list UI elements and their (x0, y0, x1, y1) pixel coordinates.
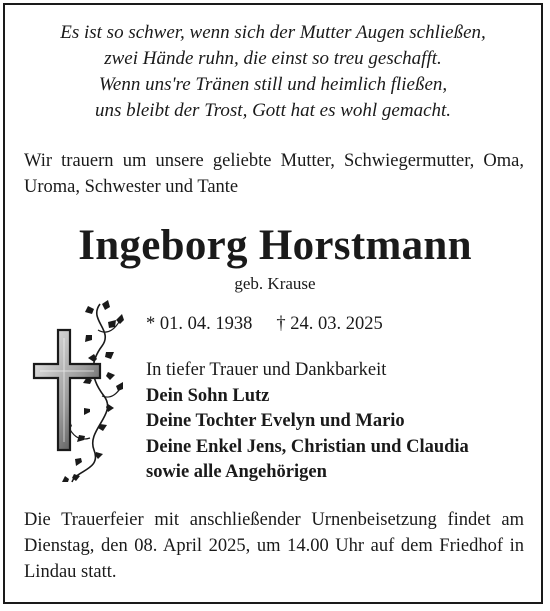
mourners-list (146, 358, 469, 486)
death-date: † 24. 03. 2025 (276, 314, 383, 334)
mourner-entry: Deine Enkel Jens, Christian und Claudia (146, 436, 469, 457)
poem-line: Es ist so schwer, wenn sich der Mutter Augen schließen, (60, 22, 486, 43)
poem-line: zwei Hände ruhn, die einst so treu geschafft. (104, 48, 442, 69)
memorial-poem (0, 20, 546, 124)
life-dates (146, 312, 383, 336)
mourner-entry: Dein Sohn Lutz (146, 385, 270, 406)
mourners-intro: In tiefer Trauer und Dankbarkeit (146, 360, 387, 380)
funeral-notice: Die Trauerfeier mit anschließender Urnenbeisetzung findet am Dienstag, den 08. April 2025, um 14.00 Uhr auf dem Friedhof in Lindau statt. (24, 510, 524, 582)
poem-line: Wenn uns're Tränen still und heimlich fließen, (98, 74, 448, 95)
mourner-entry: Deine Tochter Evelyn und Mario (146, 411, 405, 431)
birth-date: * 01. 04. 1938 (146, 314, 253, 334)
mourner-entry: sowie alle Angehörigen (146, 462, 327, 482)
cross-with-ivy-icon (28, 300, 126, 486)
mourning-intro: Wir trauern um unsere geliebte Mutter, Schwiegermutter, Oma, Uroma, Schwester und Tante (24, 151, 524, 197)
deceased-name: Ingeborg Horstmann (78, 222, 472, 269)
poem-line: uns bleibt der Trost, Gott hat es wohl gemacht. (94, 100, 452, 121)
birth-name: geb. Krause (234, 274, 316, 293)
